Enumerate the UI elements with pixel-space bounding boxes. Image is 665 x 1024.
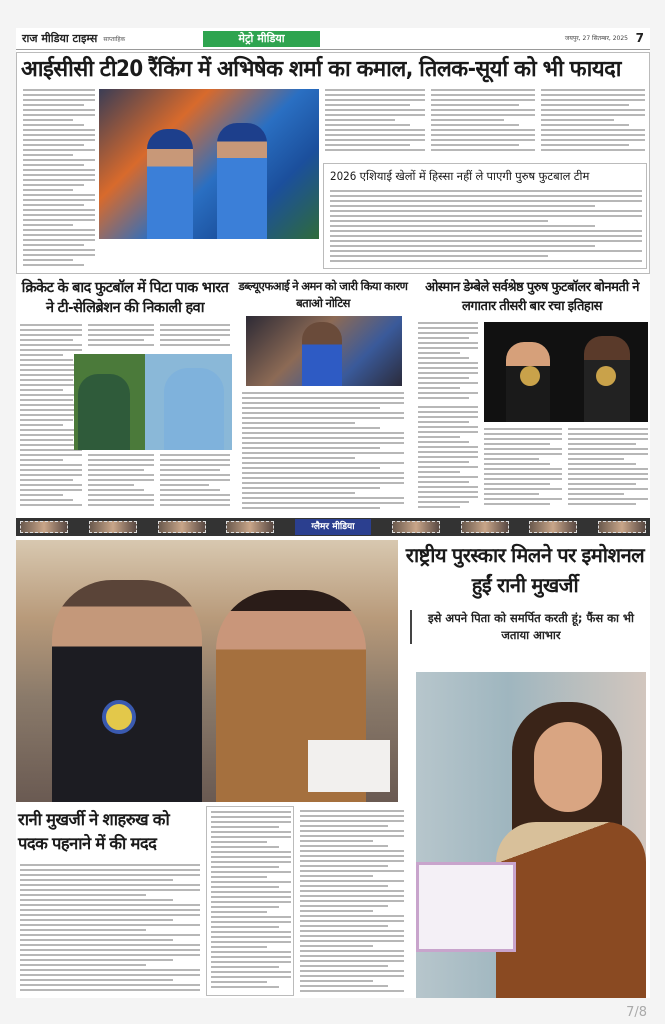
rani-srk-sidebar-body [211,811,291,993]
pak-football-headline: क्रिकेट के बाद फुटबॉल में पिटा पाक भारत ने टी-सेलिब्रेशन की निकाली हवा [21,280,229,316]
dembele-body-col3 [568,428,648,512]
glamour-section-label: ग्लैमर मीडिया [295,519,371,535]
cricket-players-photo [99,89,319,239]
award-certificate [416,862,516,952]
film-frame [392,521,440,533]
football-asia-headline: 2026 एशियाई खेलों में हिस्सा नहीं ले पाएगी पुरुष फुटबाल टीम [330,169,590,183]
pak-football-body-col2b [88,454,154,512]
dembele-body-col1b [418,406,478,512]
pak-football-body-col1 [20,324,82,512]
rani-award-subhead: इसे अपने पिता को समर्पित करती हूं; फैंस का भी जताया आभार [410,610,646,644]
trophy-left [520,366,540,386]
pak-football-story [16,278,234,514]
rani-srk-body-left [20,864,200,996]
section-badge: मेट्रो मीडिया [203,31,320,47]
lead-body-col4 [541,89,645,155]
football-match-photo [74,354,232,450]
lead-body-col2 [325,89,425,155]
masthead [16,28,650,50]
rani-award-headline: राष्ट्रीय पुरस्कार मिलने पर इमोशनल हुईं रानी मुखर्जी [405,543,645,597]
medal-rosette [102,700,136,734]
film-frame [598,521,646,533]
wfi-headline: डब्ल्यूएफआई ने अमन को जारी किया कारण बताओ नोटिस [238,279,408,310]
rani-srk-headline: रानी मुखर्जी ने शाहरुख को पदक पहनाने में की मदद [18,810,170,853]
srk-figure [52,580,202,802]
rani-srk-body-right [300,810,404,996]
film-frame [89,521,137,533]
film-frame [20,521,68,533]
dembele-story [414,278,650,514]
rani-face [534,722,602,812]
india-players [164,368,224,450]
lead-story [16,52,650,274]
wfi-body [242,392,404,512]
date-line: जयपुर, 27 सितम्बर, 2025 [564,35,628,42]
film-frame [529,521,577,533]
glamour-film-strip [16,518,650,536]
dembele-headline: ओस्मान डेम्बेले सर्वश्रेष्ठ पुरुष फुटबॉलर बोनमती ने लगातार तीसरी बार रचा इतिहास [425,280,639,314]
wrestler-figure [302,322,342,386]
rani-mukerji-award-photo [416,672,646,998]
player-right [217,123,267,239]
edition-type: साप्ताहिक [103,35,126,43]
rani-srk-award-photo [16,540,398,802]
film-frame [226,521,274,533]
rani-srk-sidebar [206,806,294,996]
page-indicator: 7/8 [626,1005,647,1020]
name-plate [308,740,390,792]
dembele-body-col1 [418,322,478,402]
trophy-right [596,366,616,386]
football-asia-body [330,190,642,266]
film-frame [461,521,509,533]
rani-srk-story [16,806,412,998]
player-left [147,129,193,239]
lead-headline: आईसीसी टी20 रैंकिंग में अभिषेक शर्मा का कमाल, तिलक-सूर्या को भी फायदा [21,57,621,82]
page-number: 7 [635,31,644,45]
football-asia-box [323,163,647,269]
paper-name: राज मीडिया टाइम्स [22,32,98,45]
wfi-story [238,278,408,514]
pak-football-body-col3 [160,324,230,350]
pakistan-player [78,374,130,450]
aman-wrestler-photo [246,316,402,386]
rani-award-story [400,540,650,666]
pak-football-body-col3b [160,454,230,512]
lead-body-col1 [23,89,95,269]
film-frame [158,521,206,533]
lead-body-col3 [431,89,535,155]
ballon-dor-winners-photo [484,322,648,422]
pak-football-body-col2 [88,324,154,350]
dembele-body-col2 [484,428,562,512]
newspaper-page [16,28,650,998]
rani-saree [496,822,646,998]
